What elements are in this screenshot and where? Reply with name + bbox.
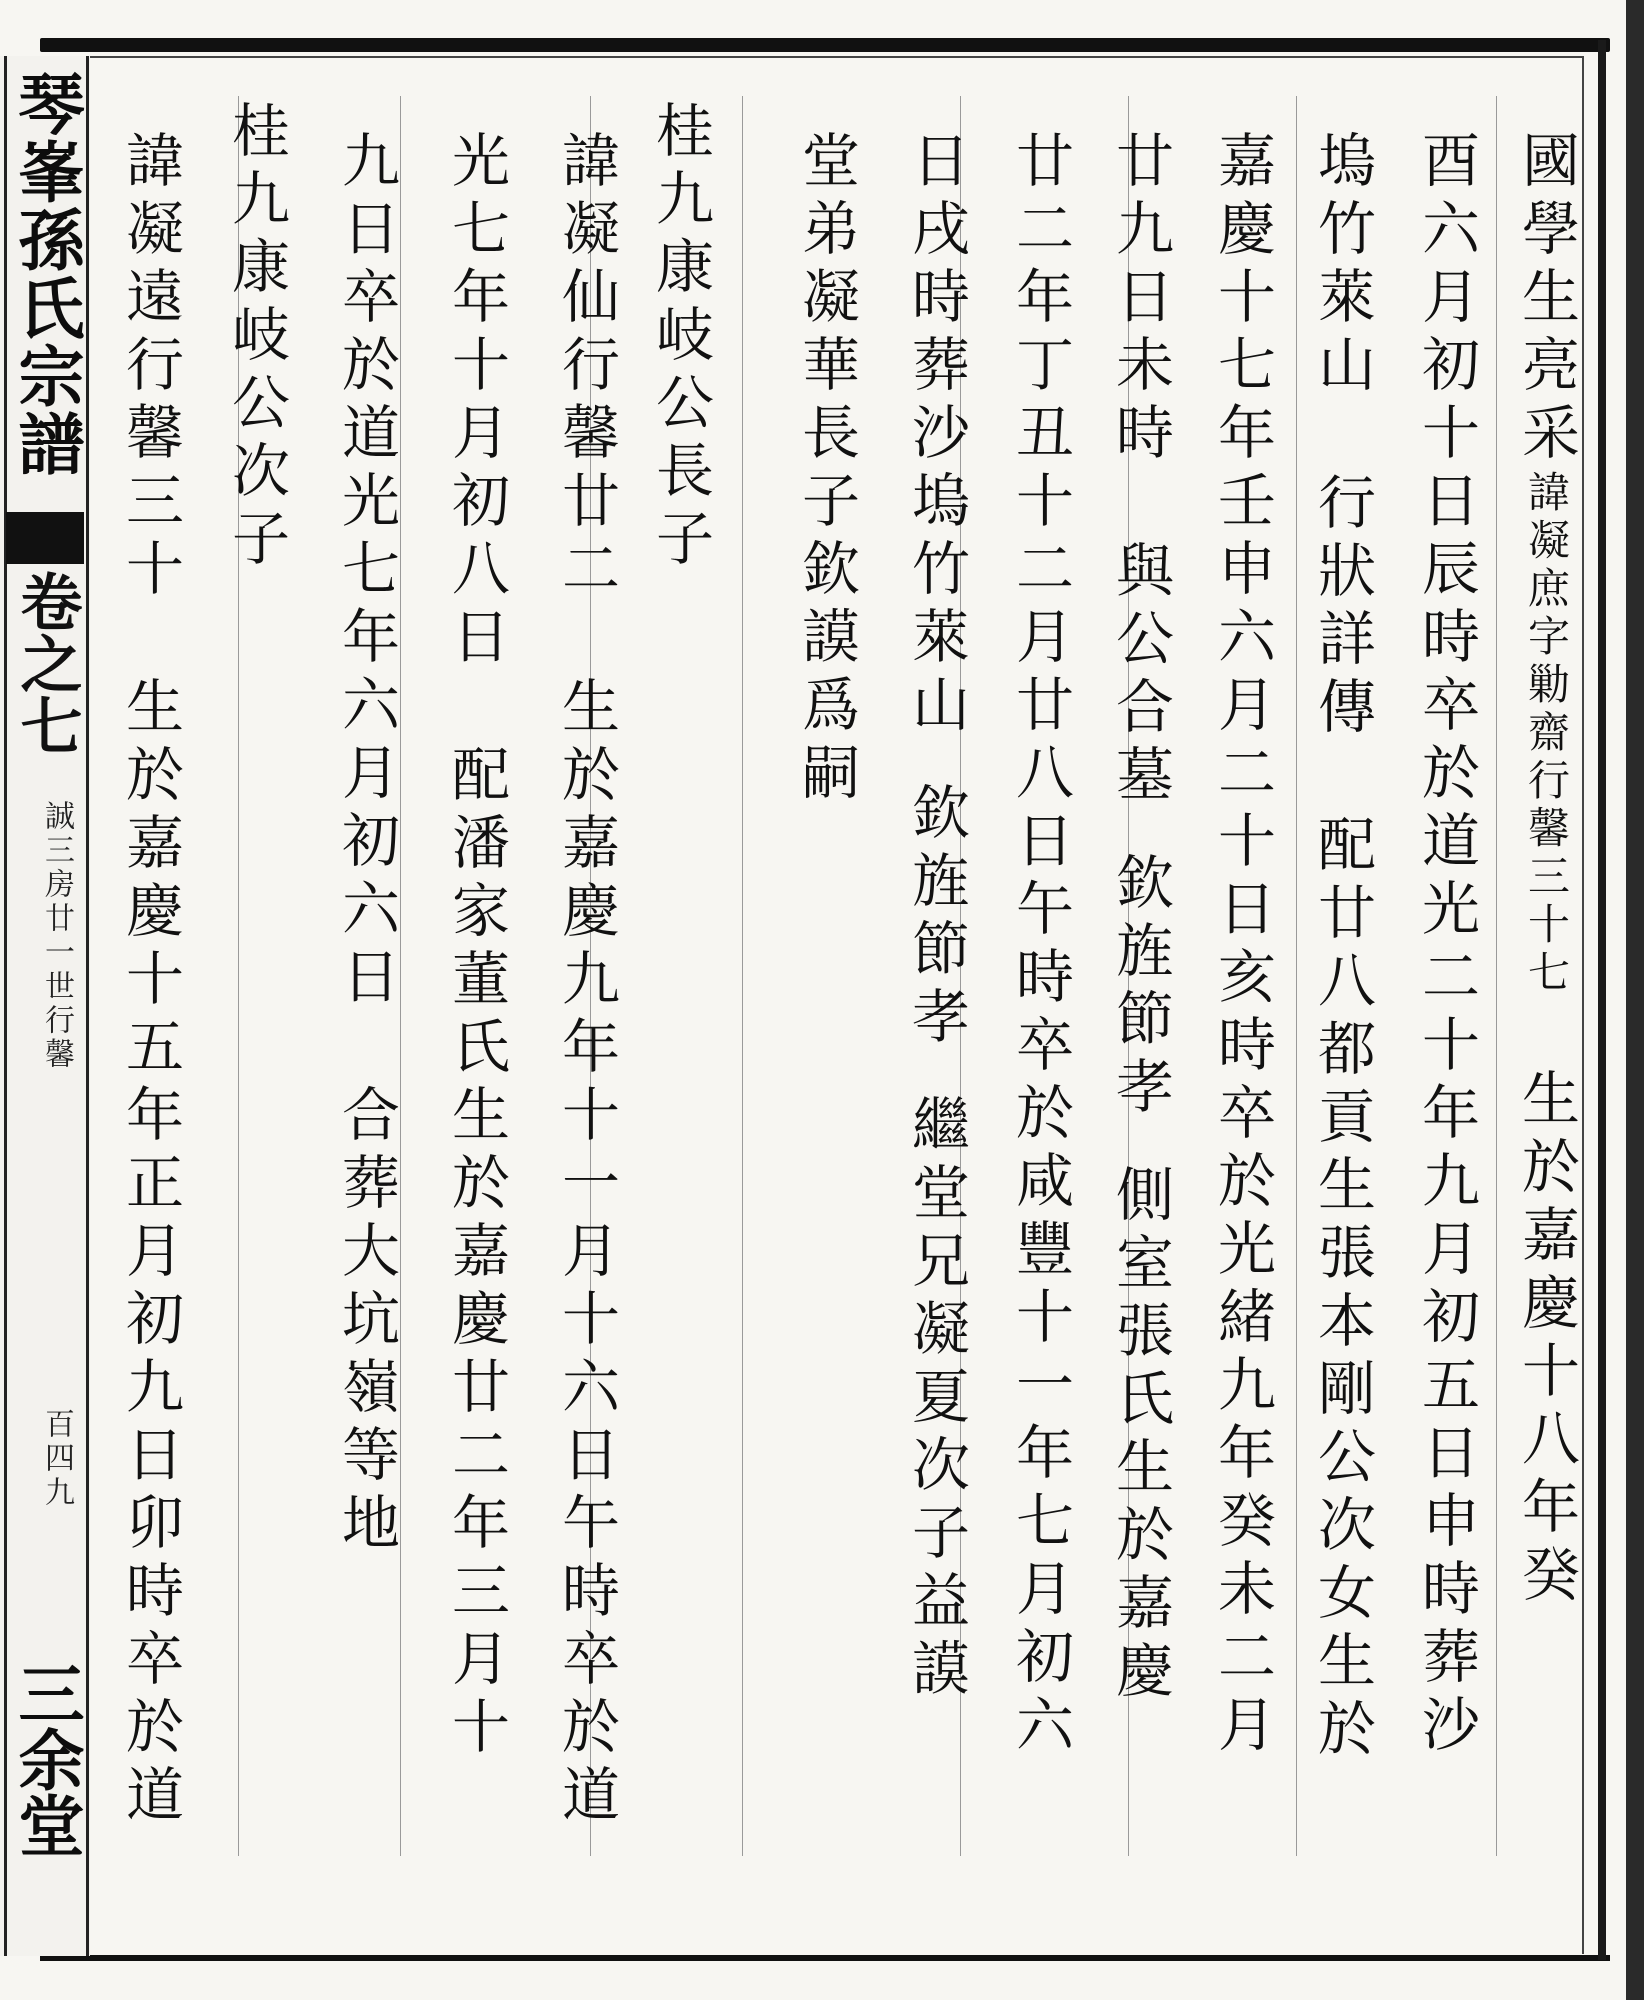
column-text: 九日卒於道光七年六月初六日: [332, 130, 400, 1014]
column-text: 廿九日未時: [1106, 130, 1174, 470]
frame-bottom-border: [40, 1955, 1610, 1961]
column-tail: 生於嘉慶十八年癸: [1512, 1068, 1580, 1612]
column-text: 桂九康岐公長子: [646, 100, 714, 576]
column-tail: 合葬大坑嶺等地: [332, 1084, 400, 1560]
column-text: 光七年十月初八日: [442, 130, 510, 674]
column-text: 國學生亮采: [1512, 130, 1580, 470]
column-tail: 生於嘉慶九年十一月十六日午時卒於道: [552, 676, 620, 1832]
column-small-text: 諱凝庶字勦齋行馨三十七: [1522, 470, 1571, 998]
text-column: [900, 130, 972, 1706]
column-rule: [742, 96, 743, 1856]
book-edge: [1626, 0, 1644, 2000]
column-tail: 配潘家董氏生於嘉慶廿二年三月十: [442, 744, 510, 1764]
text-column: [1004, 130, 1076, 1762]
text-column: [1206, 130, 1278, 1762]
text-column: [220, 100, 292, 576]
column-tail-2: 配廿八都貢生張本剛公次女生於: [1308, 814, 1376, 1766]
column-text: 諱凝仙行馨廿二: [552, 130, 620, 606]
frame-inner-top-line: [90, 56, 1582, 58]
column-text: 堂弟凝華長子欽謨爲嗣: [792, 130, 860, 810]
column-text: 日戌時葬沙塢竹萊山: [902, 130, 970, 742]
column-tail: 生於嘉慶十五年正月初九日卯時卒於道: [116, 676, 184, 1832]
text-column: [330, 130, 402, 1560]
spine-rule-right: [86, 56, 89, 1956]
column-text: 桂九康岐公次子: [222, 100, 290, 576]
fish-tail-mark: [6, 512, 84, 564]
column-text: 諱凝遠行馨三十: [116, 130, 184, 606]
spine-title: 琴峯孫氏宗譜: [7, 70, 85, 478]
text-column: [1410, 130, 1482, 1762]
text-column: [1306, 130, 1378, 1766]
spine-volume: 卷之七: [10, 570, 83, 756]
column-rule: [1496, 96, 1497, 1856]
column-tail-2: 欽旌節孝: [1106, 852, 1174, 1124]
text-column: [1104, 130, 1176, 1708]
spine-page-number: 百四九: [39, 1408, 74, 1510]
column-rule: [1296, 96, 1297, 1856]
column-text: 酉六月初十日辰時卒於道光二十年九月初五日申時葬沙: [1412, 130, 1480, 1762]
text-column: [114, 130, 186, 1832]
column-tail: 與公合墓: [1106, 540, 1174, 812]
text-column: [1510, 130, 1582, 1612]
frame-top-border: [40, 38, 1610, 52]
column-text: 嘉慶十七年壬申六月二十日亥時卒於光緒九年癸未二月: [1208, 130, 1276, 1762]
column-tail: 行狀詳傳: [1308, 472, 1376, 744]
spine-hall-name: 三余堂: [7, 1660, 85, 1858]
text-column: [644, 100, 716, 576]
frame-right-inner-line: [1582, 56, 1584, 1954]
column-tail-3: 側室張氏生於嘉慶: [1106, 1164, 1174, 1708]
column-tail: 欽旌節孝: [902, 782, 970, 1054]
column-tail-2: 繼堂兄凝夏次子益謨: [902, 1094, 970, 1706]
column-text: 廿二年丁丑十二月廿八日午時卒於咸豐十一年七月初六: [1006, 130, 1074, 1762]
text-column: [440, 130, 512, 1764]
text-column: [790, 130, 862, 810]
column-text: 塢竹萊山: [1308, 130, 1376, 402]
frame-right-border: [1598, 40, 1606, 1960]
text-column: [550, 130, 622, 1832]
spine-branch-note: 誠三房廿一世行馨: [39, 800, 74, 1072]
